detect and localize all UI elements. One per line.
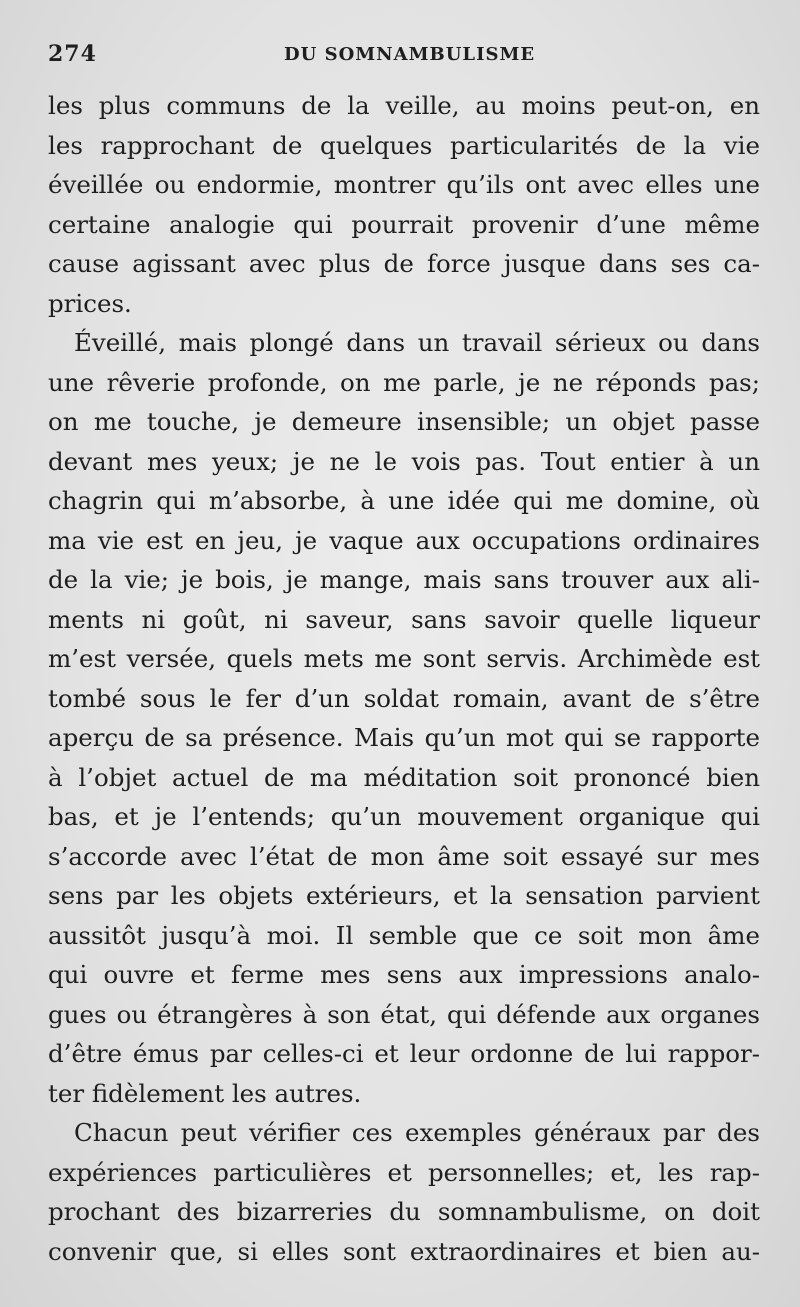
text-line: expériences particulières et personnelles; et, les rap- bbox=[48, 1157, 760, 1187]
text-line: cause agissant avec plus de force jusque dans ses ca- bbox=[48, 249, 760, 278]
text-line: éveillée ou endormie, montrer qu’ils ont avec elles une bbox=[48, 170, 760, 199]
text-line: de la vie; je bois, je mange, mais sans trouver aux ali- bbox=[48, 565, 760, 594]
text-line: certaine analogie qui pourrait provenir d’une même bbox=[48, 209, 760, 239]
text-line: une rêverie profonde, on me parle, je ne réponds pas; bbox=[48, 367, 760, 397]
text-line: qui ouvre et ferme mes sens aux impressions analo- bbox=[48, 960, 760, 989]
paragraph-start-line: Chacun peut vérifier ces exemples généraux par des bbox=[74, 1118, 760, 1147]
text-line: chagrin qui m’absorbe, à une idée qui me domine, où bbox=[48, 486, 760, 515]
page-header bbox=[48, 41, 748, 73]
text-line: gues ou étrangères à son état, qui défende aux organes bbox=[48, 999, 760, 1029]
text-line: d’être émus par celles-ci et leur ordonne de lui rappor- bbox=[48, 1039, 760, 1068]
text-line: ter fidèlement les autres. bbox=[48, 1078, 362, 1108]
text-line: les plus communs de la veille, au moins peut-on, en bbox=[48, 91, 760, 120]
text-line: les rapprochant de quelques particularités de la vie bbox=[48, 130, 760, 160]
text-line: prices. bbox=[48, 288, 132, 318]
text-line: bas, et je l’entends; qu’un mouvement organique qui bbox=[48, 802, 760, 831]
text-line: m’est versée, quels mets me sont servis. Archimède est bbox=[48, 644, 760, 673]
text-line: prochant des bizarreries du somnambulisme, on doit bbox=[48, 1197, 760, 1226]
text-line: devant mes yeux; je ne le vois pas. Tout entier à un bbox=[48, 446, 760, 476]
body-text bbox=[48, 86, 760, 1271]
text-line: aperçu de sa présence. Mais qu’un mot qui se rapporte bbox=[48, 723, 760, 752]
text-line: ma vie est en jeu, je vaque aux occupations ordinaires bbox=[48, 525, 760, 555]
running-title: DU SOMNAMBULISME bbox=[284, 44, 536, 65]
paragraph-start-line: Éveillé, mais plongé dans un travail sérieux ou dans bbox=[74, 328, 760, 357]
text-line: on me touche, je demeure insensible; un objet passe bbox=[48, 407, 760, 436]
text-line: aussitôt jusqu’à moi. Il semble que ce soit mon âme bbox=[48, 920, 760, 950]
page-number: 274 bbox=[48, 41, 97, 67]
text-line: s’accorde avec l’état de mon âme soit essayé sur mes bbox=[48, 841, 760, 871]
text-line: ments ni goût, ni saveur, sans savoir quelle liqueur bbox=[48, 604, 760, 634]
text-line: tombé sous le fer d’un soldat romain, avant de s’être bbox=[48, 683, 760, 713]
text-line: à l’objet actuel de ma méditation soit prononcé bien bbox=[48, 762, 760, 792]
text-line: sens par les objets extérieurs, et la sensation parvient bbox=[48, 881, 760, 910]
text-line: convenir que, si elles sont extraordinaires et bien au- bbox=[48, 1236, 760, 1266]
